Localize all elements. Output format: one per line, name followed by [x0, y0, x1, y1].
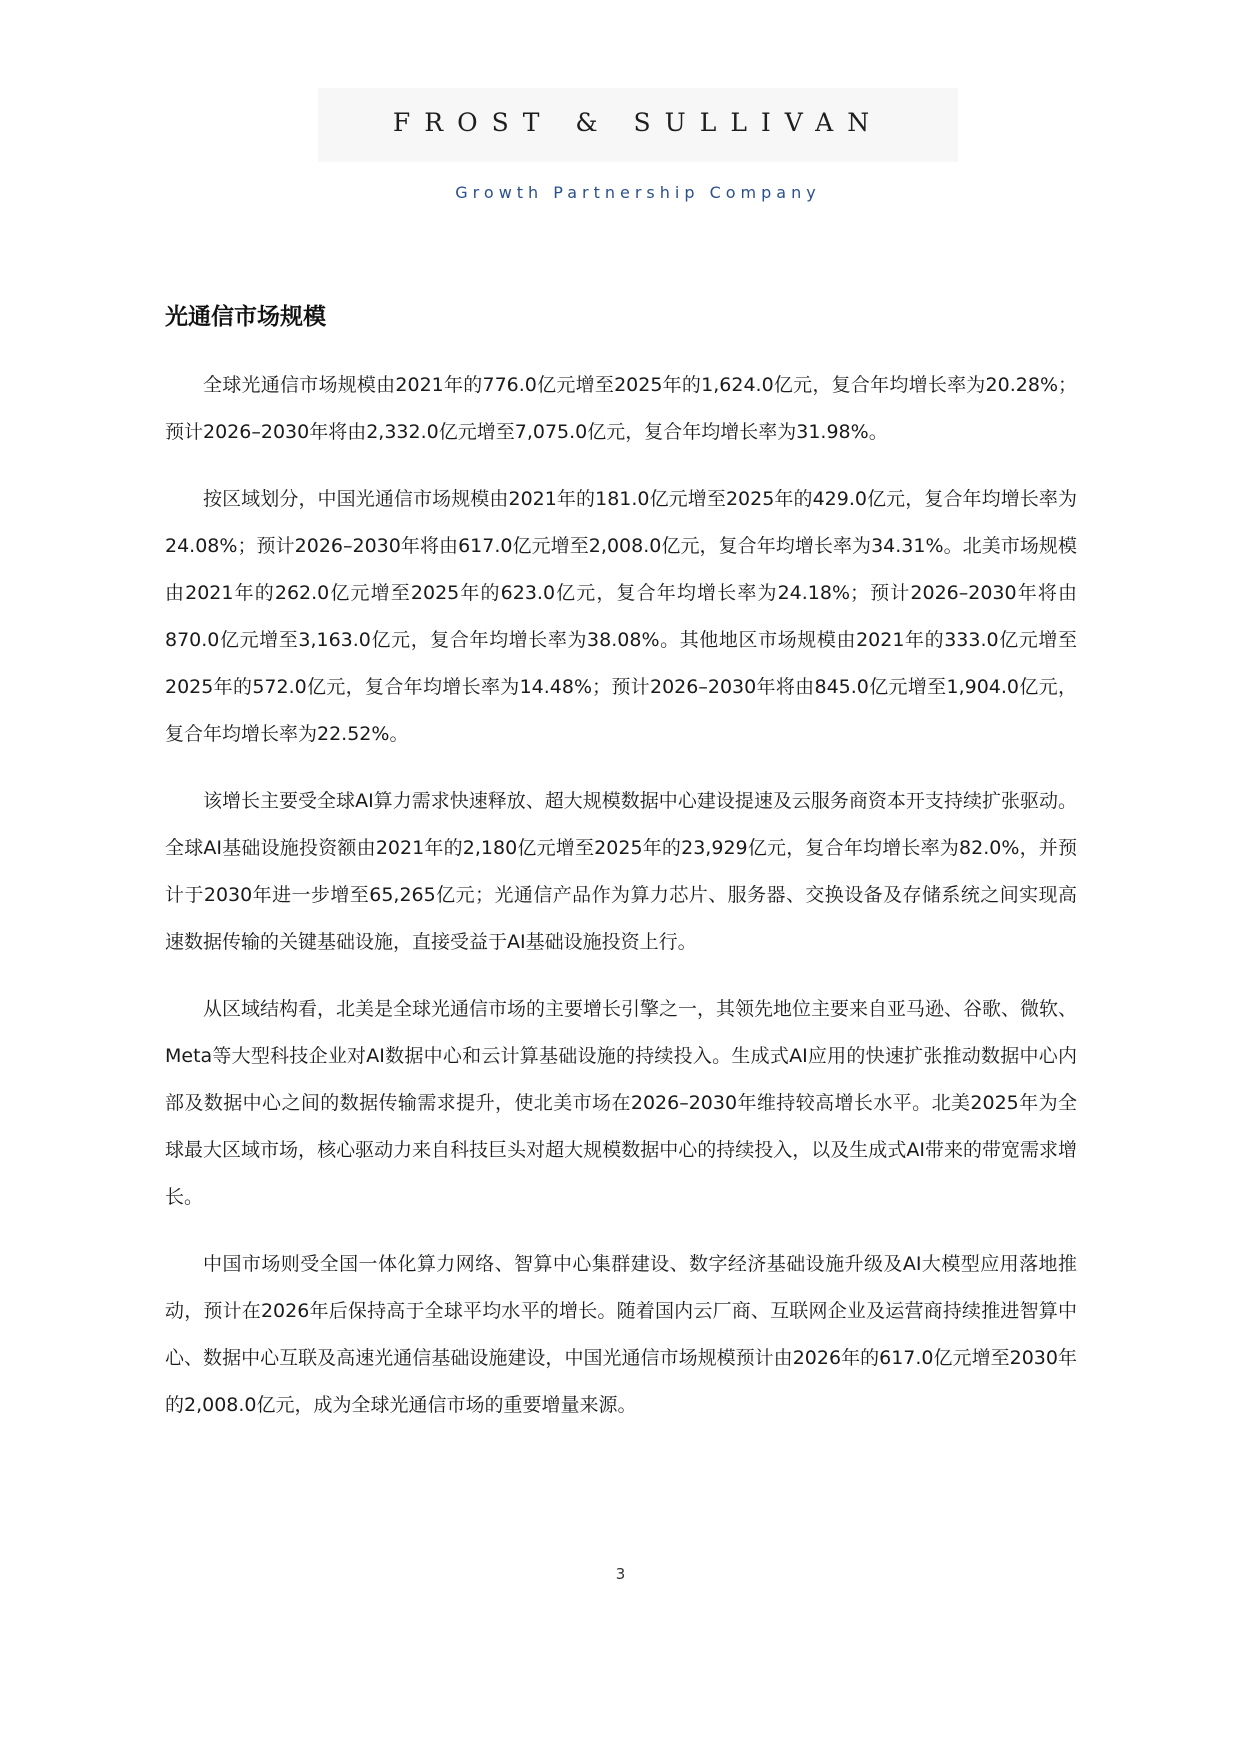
- company-logo: [318, 88, 958, 162]
- paragraph-china-market: 中国市场则受全国一体化算力网络、智算中心集群建设、数字经济基础设施升级及AI大模型应用落地推动，预计在2026年后保持高于全球平均水平的增长。随着国内云厂商、互联网企业及运营商持续推进智算中心、数据中心互联及高速光通信基础设施建设，中国光通信市场规模预计由2026年的617.0亿元增至2030年的2,008.0亿元，成为全球光通信市场的重要增量来源。: [165, 1253, 1077, 1416]
- page-number: 3: [615, 1565, 626, 1583]
- section-title: 光通信市场规模: [165, 304, 326, 330]
- paragraph-north-america: 从区域结构看，北美是全球光通信市场的主要增长引擎之一，其领先地位主要来自亚马逊、谷歌、微软、Meta等大型科技企业对AI数据中心和云计算基础设施的持续投入。生成式AI应用的快速扩张推动数据中心内部及数据中心之间的数据传输需求提升，使北美市场在2026–2030年维持较高增长水平。北美2025年为全球最大区域市场，核心驱动力来自科技巨头对超大规模数据中心的持续投入，以及生成式AI带来的带宽需求增长。: [165, 998, 1078, 1208]
- paragraph-global-market: 全球光通信市场规模由2021年的776.0亿元增至2025年的1,624.0亿元，复合年均增长率为20.28%；预计2026–2030年将由2,332.0亿元增至7,075.0亿元，复合年均增长率为31.98%。: [165, 374, 1077, 443]
- logo-tagline: Growth Partnership Company: [455, 183, 821, 202]
- paragraph-regional-breakdown: 按区域划分，中国光通信市场规模由2021年的181.0亿元增至2025年的429.0亿元，复合年均增长率为24.08%；预计2026–2030年将由617.0亿元增至2,008.0亿元，复合年均增长率为34.31%。北美市场规模由2021年的262.0亿元增至2025年的623.0亿元，复合年均增长率为24.18%；预计2026–2030年将由870.0亿元增至3,163.0亿元，复合年均增长率为38.08%。其他地区市场规模由2021年的333.0亿元增至2025年的572.0亿元，复合年均增长率为14.48%；预计2026–2030年将由845.0亿元增至1,904.0亿元，复合年均增长率为22.52%。: [165, 488, 1077, 745]
- paragraph-growth-drivers: 该增长主要受全球AI算力需求快速释放、超大规模数据中心建设提速及云服务商资本开支持续扩张驱动。全球AI基础设施投资额由2021年的2,180亿元增至2025年的23,929亿元，复合年均增长率为82.0%，并预计于2030年进一步增至65,265亿元；光通信产品作为算力芯片、服务器、交换设备及存储系统之间实现高速数据传输的关键基础设施，直接受益于AI基础设施投资上行。: [165, 790, 1077, 953]
- logo-text: FROST & SULLIVAN: [392, 108, 884, 137]
- section-body: [165, 362, 1077, 1449]
